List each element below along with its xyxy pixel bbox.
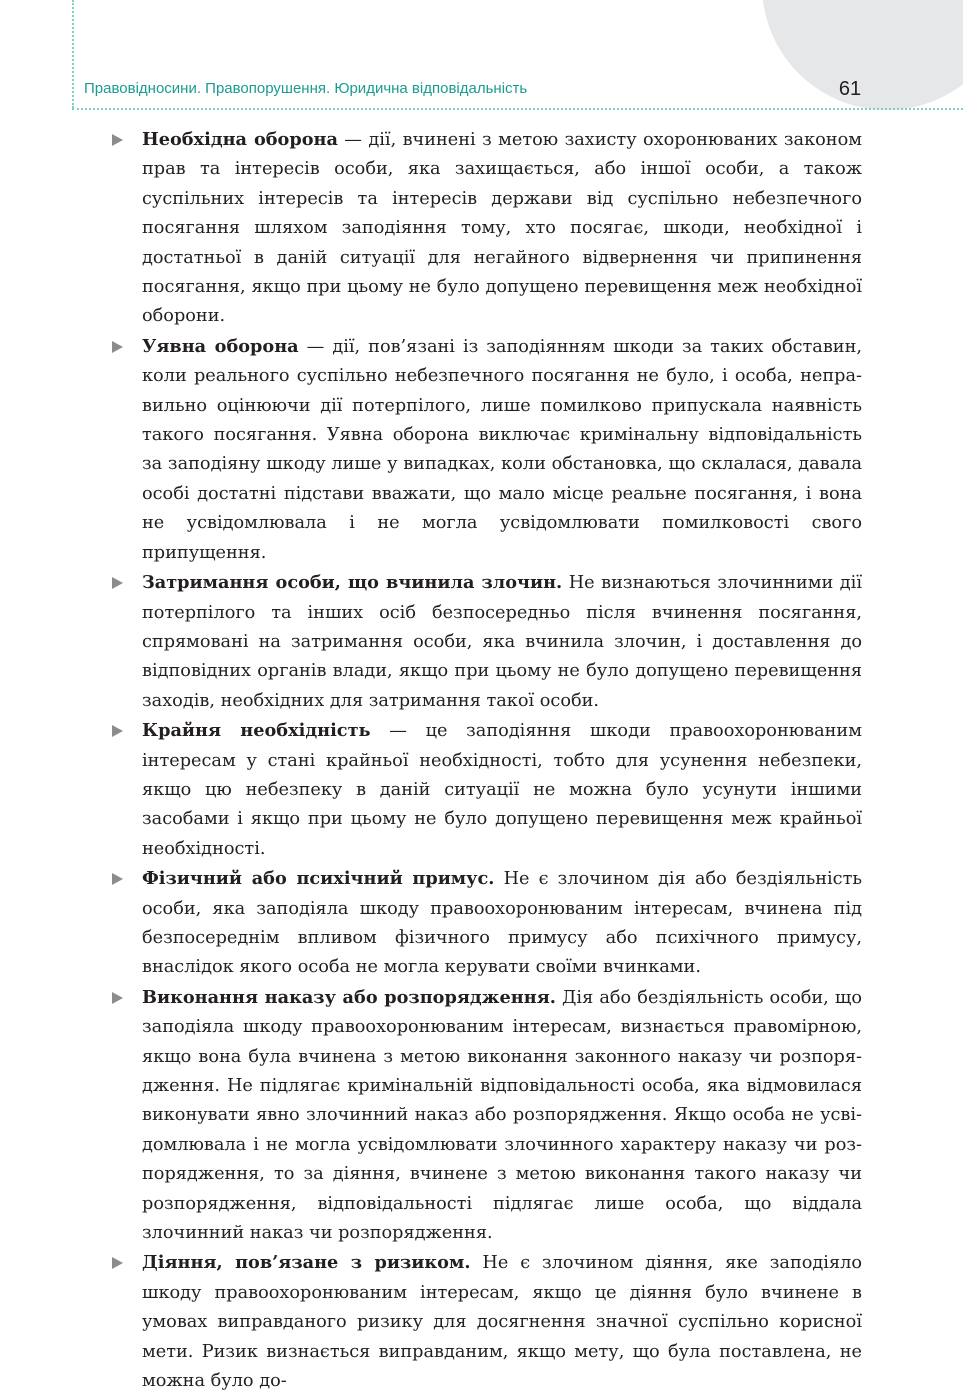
- item-paragraph: [142, 568, 862, 716]
- item-text: — це заподіяння шкоди правоохоронюваним інтересам у стані крайньої необхідності, тобто для усунення небезпеки, якщо цю небезпеку в даній ситуації не можна було усунути іншими засобами і якщо при цьому не було допущено перевищення меж крайньої необхідності.: [142, 721, 862, 859]
- item-term: Виконання наказу або розпорядження.: [142, 986, 556, 1008]
- list-item: [110, 716, 862, 864]
- item-paragraph: [142, 864, 862, 983]
- item-text: Дія або бездіяльність особи, що заподіяла шкоду правоохоронюваним інтересам, визнається правомірною, якщо вона була вчинена з метою виконання законного наказу чи розпорядження. Не підлягає кримінальній відповідальності особа, яка відмовилася виконувати явно злочинний наказ або розпорядження. Якщо особа не усвідомлювала і не могла усвідомлювати злочинного характеру наказу чи розпорядження, то за діяння, вчинене з метою виконання такого наказу чи розпорядження, відповідальності підлягає лише особа, що віддала злочинний наказ чи розпорядження.: [142, 987, 862, 1244]
- item-text: — дії, пов’язані із заподіянням шкоди за таких обставин, коли реального суспільно небезпечного посягання не було, і особа, неправильно оцінюючи дії потерпілого, лише помилково припускала наявність такого посягання. Уявна оборона виключає кримінальну відповідальність за заподіяну шкоду лише у випадках, коли обстановка, що склалася, давала особі достатні підстави вважати, що мало місце реальне посягання, і вона не усвідомлювала і не могла усвідомлювати помилковості свого припущення.: [142, 336, 862, 563]
- item-text: Не є злочином діяння, яке заподіяло шкоду правоохоронюваним інтересам, якщо це діяння було вчинене в умовах виправданого ризику для досягнення значної суспільно корисної мети. Ризик визнається виправданим, якщо мету, що була поставлена, не можна було до-: [142, 1253, 862, 1392]
- triangle-bullet-icon: [112, 577, 123, 589]
- item-paragraph: [142, 1248, 862, 1396]
- list-item: [110, 983, 862, 1249]
- triangle-bullet-icon: [112, 134, 123, 146]
- item-text: Не визнаються злочинними дії потерпілого та інших осіб безпосередньо після вчинення посягання, спрямовані на затримання особи, яка вчинила злочин, і доставлення до відповідних органів влади, якщо при цьому не було допущено перевищення заходів, необхідних для затримання такої особи.: [142, 573, 862, 711]
- item-term: Уявна оборона: [142, 335, 299, 357]
- item-paragraph: [142, 716, 862, 864]
- header-rule: [72, 108, 963, 110]
- item-paragraph: [142, 125, 862, 332]
- list-item: [110, 332, 862, 568]
- item-term: Фізичний або психічний примус.: [142, 868, 495, 890]
- triangle-bullet-icon: [112, 341, 123, 353]
- item-term: Діяння, пов’язане з ризиком.: [142, 1252, 471, 1274]
- list-item: [110, 1248, 862, 1396]
- bullet-list: [110, 125, 862, 1396]
- list-item: [110, 568, 862, 716]
- running-title: Правовідносини. Правопорушення. Юридична відповідальність: [84, 80, 528, 97]
- item-term: Крайня необхідність: [142, 720, 371, 742]
- item-term: Необхідна оборона: [142, 129, 338, 150]
- item-text: Не є злочином дія або бездіяльність особи, яка заподіяла шкоду правоохоронюваним інтересам, вчинена під безпосереднім впливом фізичного примусу або психічного примусу, внаслідок якого особа не могла керувати своїми вчинками.: [142, 869, 862, 978]
- triangle-bullet-icon: [112, 1257, 123, 1269]
- list-item: [110, 864, 862, 983]
- triangle-bullet-icon: [112, 725, 123, 737]
- triangle-bullet-icon: [112, 992, 123, 1004]
- margin-rule-vertical: [72, 0, 74, 108]
- item-paragraph: [142, 332, 862, 568]
- item-term: Затримання особи, що вчинила злочин.: [142, 572, 563, 594]
- triangle-bullet-icon: [112, 873, 123, 885]
- page-number: 61: [838, 78, 862, 100]
- item-text: — дії, вчинені з метою захисту охоронюваних законом прав та інтересів особи, яка захищається, або іншої особи, а також суспільних інтересів та інтересів держави від суспільно небезпечного посягання шляхом заподіяння тому, хто посягає, шкоди, необхідної і достатньої в даній ситуації для негайного відвернення чи припинення посягання, якщо при цьому не було допущено перевищення меж необхідної оборони.: [142, 130, 862, 327]
- list-item: [110, 125, 862, 332]
- item-paragraph: [142, 983, 862, 1249]
